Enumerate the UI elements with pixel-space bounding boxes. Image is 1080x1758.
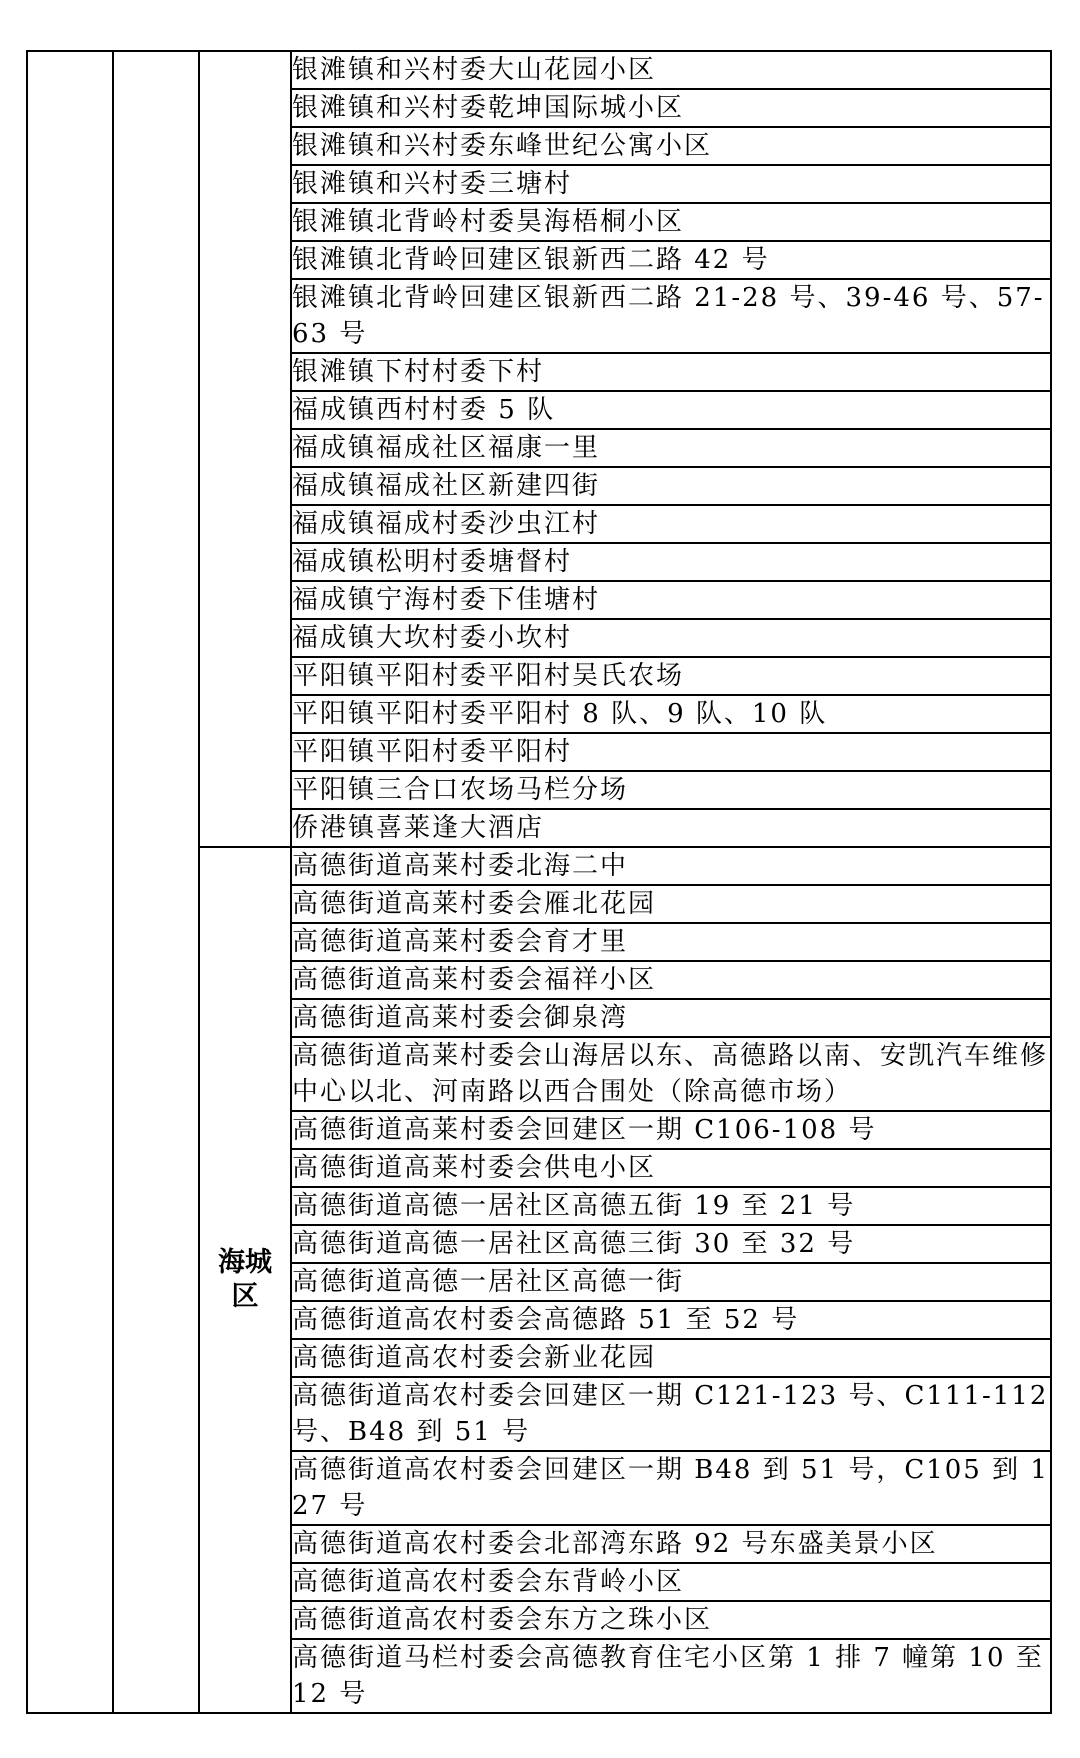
address-cell: 高德街道高德一居社区高德一街 [291,1263,1051,1301]
address-cell: 高德街道高莱村委会山海居以东、高德路以南、安凯汽车维修中心以北、河南路以西合围处（除高德市场） [291,1037,1051,1111]
address-cell: 高德街道高莱村委会供电小区 [291,1149,1051,1187]
address-cell: 高德街道高农村委会北部湾东路 92 号东盛美景小区 [291,1525,1051,1563]
address-cell: 高德街道高农村委会东背岭小区 [291,1563,1051,1601]
address-cell: 福成镇大坎村委小坎村 [291,619,1051,657]
address-cell: 平阳镇平阳村委平阳村 8 队、9 队、10 队 [291,695,1051,733]
address-cell: 银滩镇北背岭村委昊海梧桐小区 [291,203,1051,241]
blank-column-cell [27,51,113,1713]
address-cell: 高德街道高莱村委北海二中 [291,847,1051,885]
address-cell: 平阳镇三合口农场马栏分场 [291,771,1051,809]
address-cell: 福成镇福成村委沙虫江村 [291,505,1051,543]
address-cell: 福成镇福成社区福康一里 [291,429,1051,467]
blank-column-cell [113,51,199,1713]
address-cell: 福成镇西村村委 5 队 [291,391,1051,429]
address-cell: 平阳镇平阳村委平阳村 [291,733,1051,771]
address-cell: 银滩镇下村村委下村 [291,353,1051,391]
district-cell [199,847,291,1713]
address-cell: 福成镇福成社区新建四街 [291,467,1051,505]
address-cell: 银滩镇和兴村委东峰世纪公寓小区 [291,127,1051,165]
address-cell: 高德街道高莱村委会回建区一期 C106-108 号 [291,1111,1051,1149]
address-cell: 银滩镇北背岭回建区银新西二路 21-28 号、39-46 号、57-63 号 [291,279,1051,353]
address-cell: 银滩镇和兴村委三塘村 [291,165,1051,203]
address-cell: 银滩镇和兴村委乾坤国际城小区 [291,89,1051,127]
address-cell: 高德街道高农村委会回建区一期 C121-123 号、C111-112 号、B48 到 51 号 [291,1377,1051,1451]
address-cell: 高德街道高德一居社区高德五街 19 至 21 号 [291,1187,1051,1225]
address-cell: 福成镇宁海村委下佳塘村 [291,581,1051,619]
address-cell: 侨港镇喜莱逢大酒店 [291,809,1051,847]
address-cell: 福成镇松明村委塘督村 [291,543,1051,581]
address-cell: 银滩镇北背岭回建区银新西二路 42 号 [291,241,1051,279]
district-label: 海城区 [218,1247,272,1312]
address-cell: 高德街道高莱村委会福祥小区 [291,961,1051,999]
address-cell: 银滩镇和兴村委大山花园小区 [291,51,1051,89]
address-cell: 高德街道高农村委会高德路 51 至 52 号 [291,1301,1051,1339]
address-cell: 高德街道高莱村委会御泉湾 [291,999,1051,1037]
address-cell: 高德街道高农村委会东方之珠小区 [291,1601,1051,1639]
district-cell [199,51,291,847]
address-cell: 高德街道高莱村委会雁北花园 [291,885,1051,923]
address-cell: 平阳镇平阳村委平阳村吴氏农场 [291,657,1051,695]
table-row [27,51,1051,89]
address-cell: 高德街道高莱村委会育才里 [291,923,1051,961]
address-table [26,50,1052,1714]
address-cell: 高德街道高农村委会回建区一期 B48 到 51 号，C105 到 127 号 [291,1451,1051,1525]
address-cell: 高德街道马栏村委会高德教育住宅小区第 1 排 7 幢第 10 至 12 号 [291,1639,1051,1713]
address-cell: 高德街道高农村委会新业花园 [291,1339,1051,1377]
address-cell: 高德街道高德一居社区高德三街 30 至 32 号 [291,1225,1051,1263]
